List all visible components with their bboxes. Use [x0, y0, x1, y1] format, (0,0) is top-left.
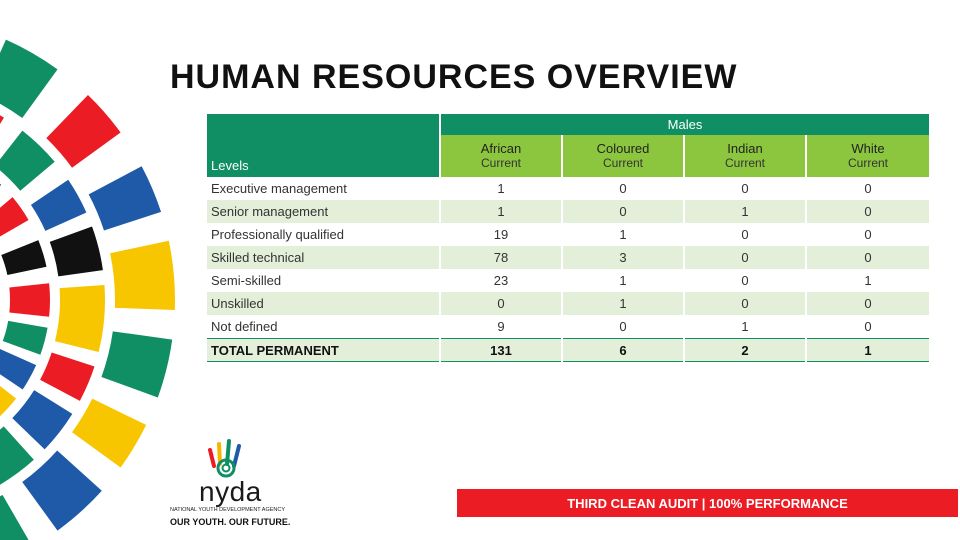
- sunburst-segment: [0, 495, 33, 540]
- column-sub: Current: [480, 156, 521, 170]
- logo-tagline: OUR YOUTH. OUR FUTURE.: [170, 517, 291, 527]
- logo-wordmark: nyda: [199, 476, 262, 507]
- column-sub: Current: [602, 156, 643, 170]
- value-cell: 9: [440, 315, 562, 339]
- value-cell: 1: [562, 223, 684, 246]
- levels-header: Levels: [207, 114, 440, 177]
- logo-agency-name: NATIONAL YOUTH DEVELOPMENT AGENCY: [170, 507, 286, 513]
- sunburst-segment: [40, 353, 94, 401]
- column-name: Indian: [727, 141, 763, 156]
- total-row: [207, 339, 929, 362]
- value-cell: 0: [806, 292, 929, 315]
- value-cell: 1: [562, 269, 684, 292]
- value-cell: 0: [806, 200, 929, 223]
- sunburst-segment: [0, 40, 58, 118]
- value-cell: 78: [440, 246, 562, 269]
- table-row: [207, 269, 929, 292]
- sunburst-segment: [3, 321, 48, 355]
- sunburst-segment: [72, 399, 146, 468]
- value-cell: 1: [562, 292, 684, 315]
- value-cell: 0: [562, 177, 684, 200]
- sunburst-segment: [12, 390, 72, 449]
- value-cell: 0: [684, 269, 806, 292]
- table-row: [207, 177, 929, 200]
- value-cell: 1: [684, 315, 806, 339]
- hr-table: [207, 114, 929, 362]
- value-cell: 1: [806, 269, 929, 292]
- total-label: TOTAL PERMANENT: [207, 339, 440, 362]
- column-sub: Current: [724, 156, 765, 170]
- value-cell: 0: [440, 292, 562, 315]
- value-cell: 0: [562, 315, 684, 339]
- level-cell: Skilled technical: [207, 246, 440, 269]
- level-cell: Professionally qualified: [211, 227, 344, 242]
- value-cell: 1: [684, 200, 806, 223]
- sunburst-segment: [1, 240, 46, 275]
- males-group-header: Males: [440, 114, 929, 135]
- column-name: Coloured: [596, 141, 650, 156]
- value-cell: 19: [440, 223, 562, 246]
- level-cell: Semi-skilled: [211, 273, 282, 288]
- level-cell: Not defined: [211, 319, 278, 334]
- column-header-african: [440, 135, 562, 177]
- logo-hands-icon: [202, 436, 262, 478]
- value-cell: 1: [440, 177, 562, 200]
- level-cell: Executive management: [211, 181, 347, 196]
- table-row: [207, 200, 929, 223]
- column-name: White: [851, 141, 885, 156]
- value-cell: 0: [684, 223, 806, 246]
- column-name: African: [480, 141, 522, 156]
- value-cell: 0: [684, 246, 806, 269]
- level-cell: Senior management: [207, 200, 440, 223]
- value-cell: 0: [806, 177, 929, 200]
- level-cell: Unskilled: [207, 292, 440, 315]
- audit-banner: THIRD CLEAN AUDIT | 100% PERFORMANCE: [457, 489, 958, 517]
- value-cell: 0: [806, 223, 929, 246]
- value-cell: 0: [806, 246, 929, 269]
- value-cell: 0: [562, 200, 684, 223]
- total-value: 131: [440, 339, 562, 362]
- value-cell: 23: [440, 269, 562, 292]
- table-row: [207, 315, 929, 339]
- value-cell: 1: [440, 200, 562, 223]
- slide-title: HUMAN RESOURCES OVERVIEW: [170, 58, 738, 96]
- sunburst-segment: [101, 331, 172, 397]
- table-row: [207, 223, 929, 246]
- total-value: 2: [684, 339, 806, 362]
- sunburst-segment: [0, 349, 36, 390]
- column-header-coloured: [562, 135, 684, 177]
- sunburst-segment: [46, 95, 120, 168]
- sunburst-segment: [9, 283, 50, 316]
- value-cell: 0: [684, 177, 806, 200]
- sunburst-segment: [89, 166, 161, 230]
- sunburst-segment: [0, 131, 55, 191]
- value-cell: 3: [562, 246, 684, 269]
- sunburst-segment: [50, 226, 103, 276]
- value-cell: 0: [806, 315, 929, 339]
- column-header-white: [806, 135, 929, 177]
- total-value: 1: [806, 339, 929, 362]
- total-value: 6: [562, 339, 684, 362]
- column-sub: Current: [847, 156, 888, 170]
- sunburst-segment: [110, 241, 175, 310]
- table-row: [207, 292, 929, 315]
- sunburst-segment: [31, 180, 86, 231]
- column-header-indian: [684, 135, 806, 177]
- value-cell: 0: [684, 292, 806, 315]
- sunburst-segment: [55, 285, 105, 352]
- table-row: [207, 246, 929, 269]
- sunburst-segment: [22, 451, 102, 531]
- sunburst-segment: [0, 197, 29, 240]
